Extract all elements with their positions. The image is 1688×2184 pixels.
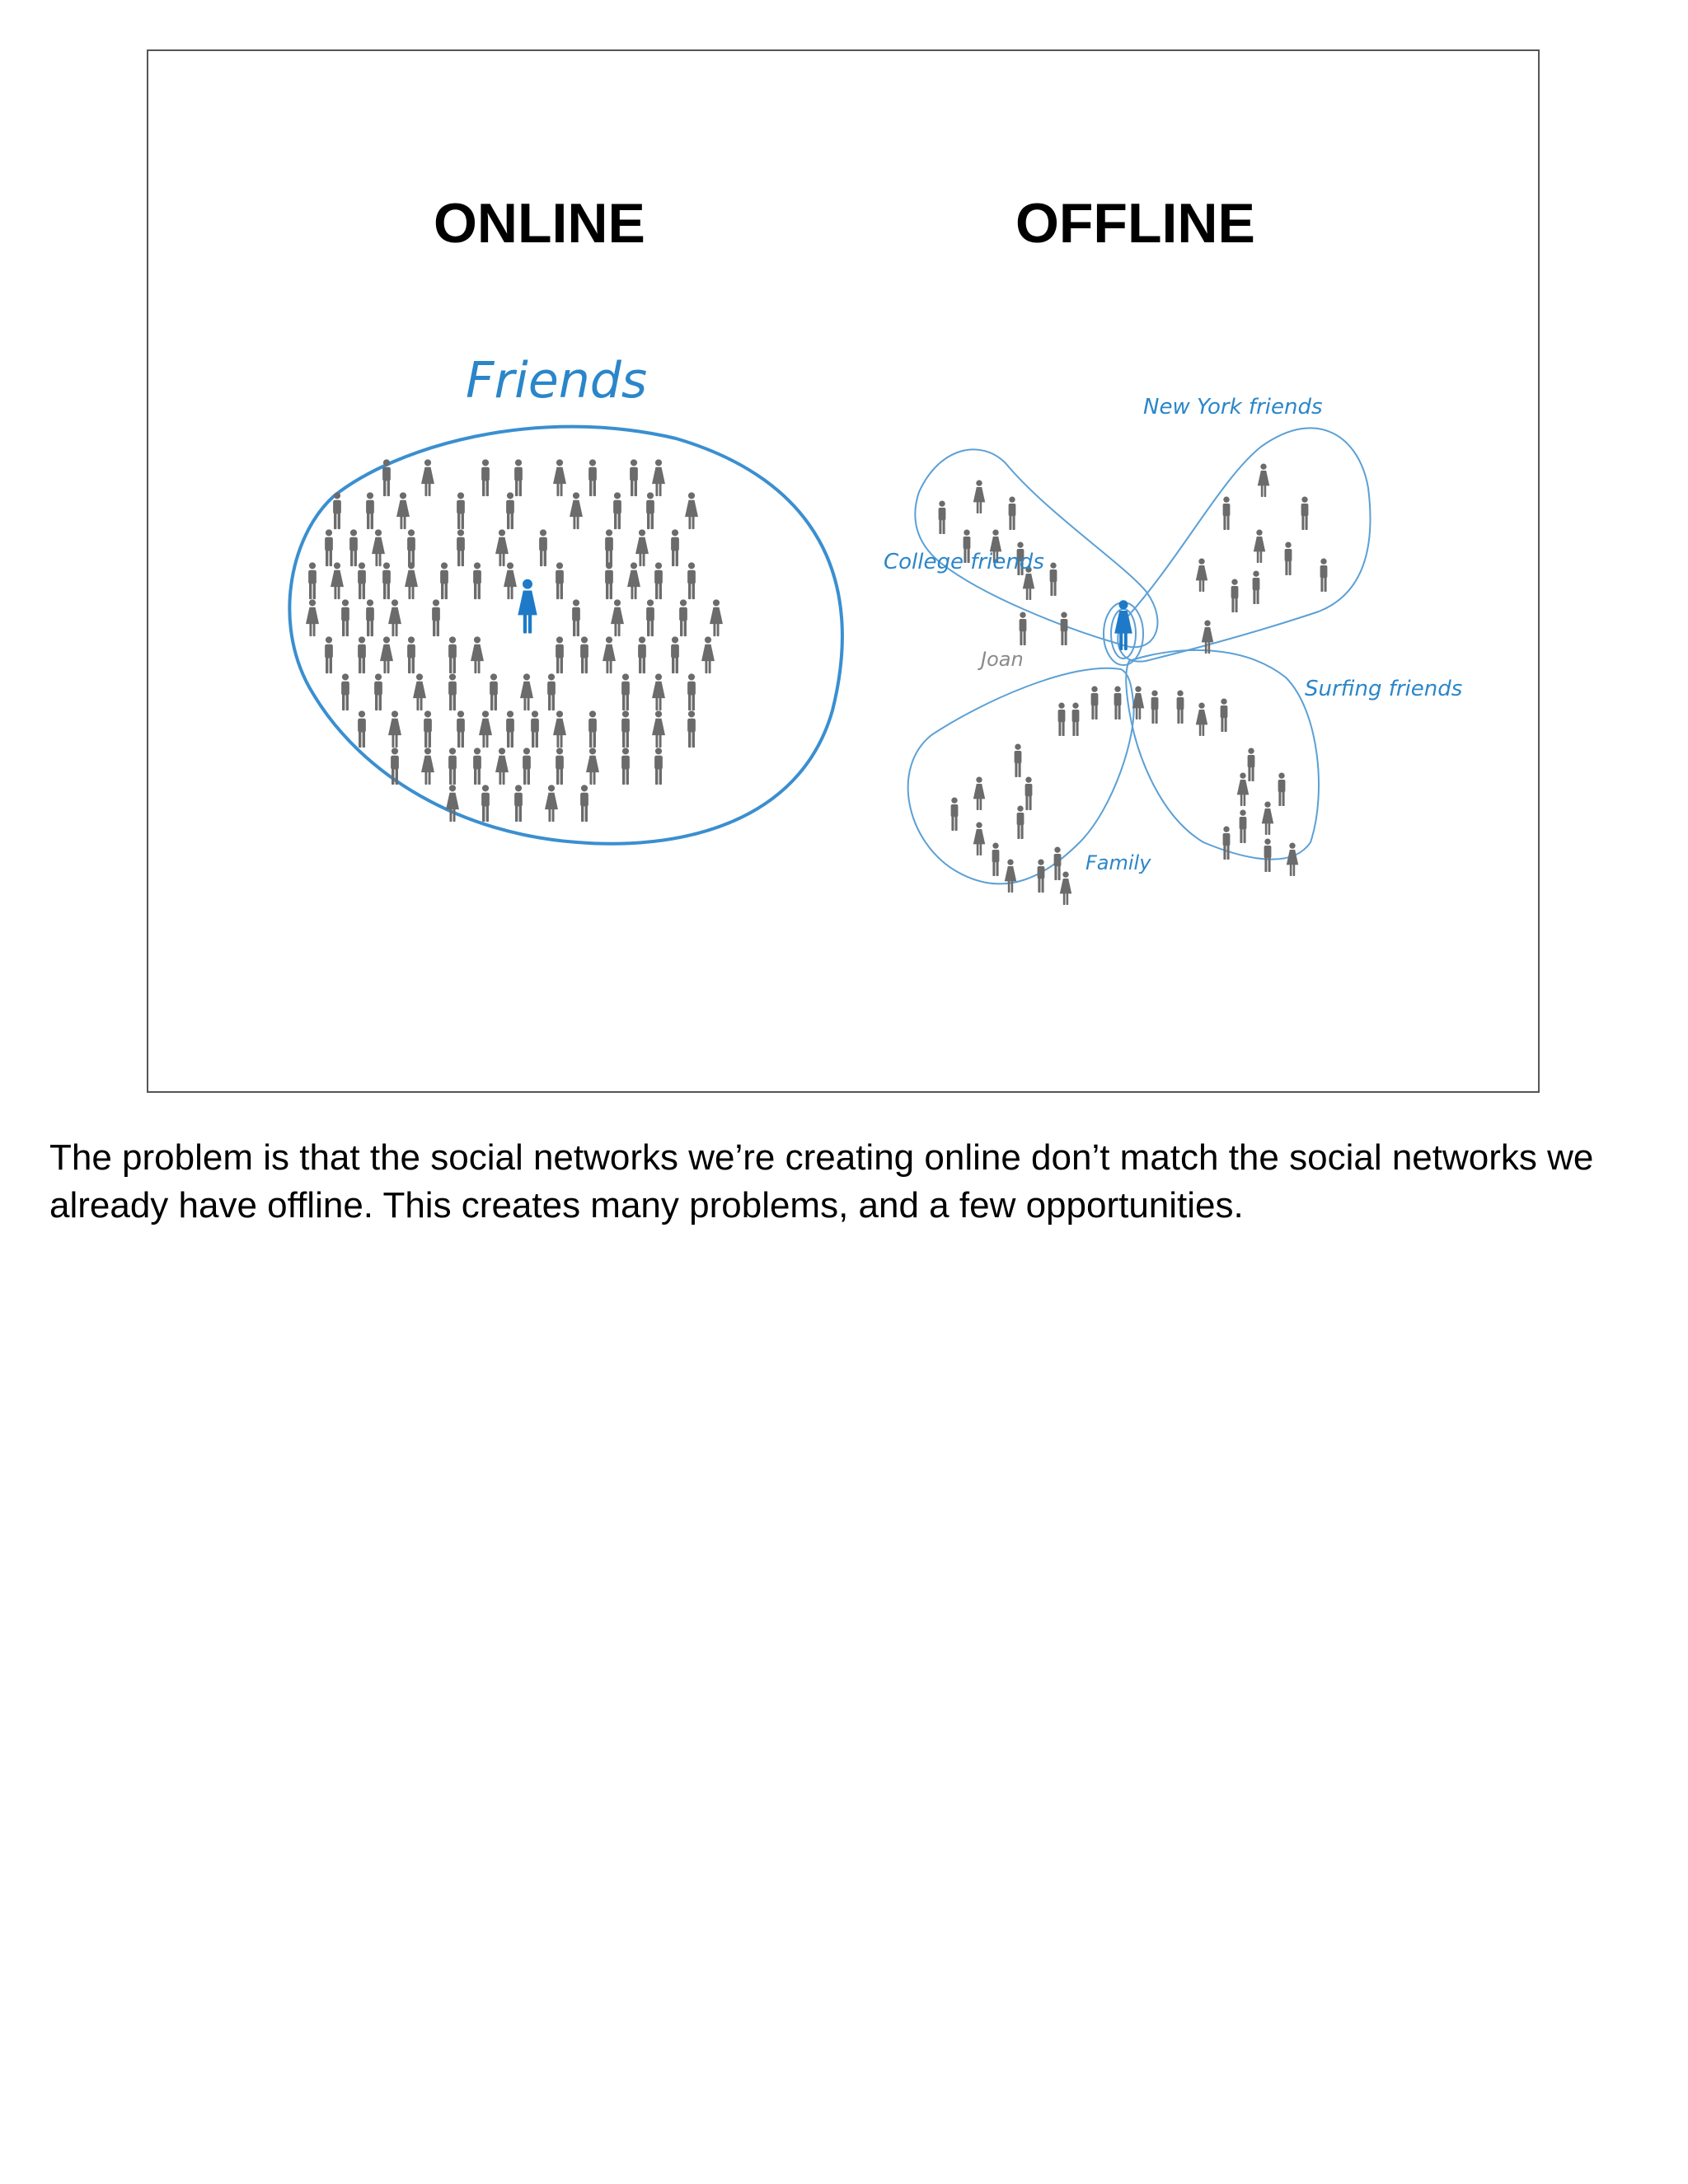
person-figure bbox=[424, 710, 432, 748]
person-figure bbox=[407, 636, 415, 673]
person-figure bbox=[671, 529, 679, 566]
person-figure bbox=[710, 599, 723, 636]
person-figure bbox=[523, 748, 531, 785]
person-figure bbox=[671, 636, 679, 673]
person-figure bbox=[588, 710, 597, 748]
person-figure bbox=[973, 480, 985, 513]
person-figure bbox=[1262, 802, 1273, 835]
person-figure bbox=[405, 562, 418, 599]
offline-heading: OFFLINE bbox=[1015, 192, 1255, 255]
person-figure bbox=[586, 748, 599, 785]
person-figure bbox=[358, 562, 366, 599]
new-york-friends-group bbox=[1118, 428, 1370, 661]
person-figure bbox=[1091, 687, 1099, 719]
surfing-friends-label: Surfing friends bbox=[1305, 677, 1463, 701]
person-figure bbox=[446, 785, 459, 822]
person-figure bbox=[366, 599, 374, 636]
joan-label: Joan bbox=[981, 648, 1024, 671]
person-figure bbox=[687, 710, 696, 748]
person-figure bbox=[413, 673, 426, 710]
person-figure bbox=[308, 562, 316, 599]
person-figure bbox=[1301, 497, 1309, 530]
person-figure bbox=[654, 748, 663, 785]
person-figure bbox=[1254, 530, 1265, 563]
person-figure bbox=[1278, 773, 1286, 806]
person-figure bbox=[1223, 497, 1231, 530]
person-figure bbox=[621, 710, 630, 748]
person-figure bbox=[1009, 497, 1016, 530]
surfing-friends-group bbox=[1126, 650, 1319, 860]
person-figure bbox=[1202, 621, 1213, 654]
person-figure bbox=[701, 636, 715, 673]
person-figure bbox=[349, 529, 358, 566]
person-figure bbox=[457, 710, 465, 748]
person-figure bbox=[1248, 748, 1255, 781]
person-figure bbox=[457, 492, 465, 529]
person-figure bbox=[1285, 542, 1292, 575]
person-figure bbox=[553, 710, 566, 748]
person-figure bbox=[331, 562, 344, 599]
online-heading: ONLINE bbox=[434, 192, 645, 255]
family-label: Family bbox=[1085, 851, 1151, 874]
person-figure bbox=[646, 599, 654, 636]
person-figure bbox=[588, 459, 597, 496]
person-figure bbox=[471, 636, 484, 673]
person-figure bbox=[407, 529, 415, 566]
person-figure bbox=[481, 459, 490, 496]
person-figure bbox=[635, 529, 649, 566]
network-diagram bbox=[148, 51, 1541, 1094]
person-figure bbox=[687, 673, 696, 710]
person-figure bbox=[1061, 612, 1068, 645]
person-figure bbox=[603, 636, 616, 673]
online-crowd bbox=[306, 459, 723, 822]
person-figure bbox=[539, 529, 547, 566]
person-figure bbox=[481, 785, 490, 822]
person-figure bbox=[388, 710, 401, 748]
person-figure bbox=[506, 492, 514, 529]
person-figure bbox=[432, 599, 440, 636]
person-figure bbox=[325, 529, 333, 566]
person-figure bbox=[1114, 687, 1122, 719]
person-figure bbox=[951, 798, 959, 831]
person-figure bbox=[638, 636, 646, 673]
person-figure bbox=[504, 562, 517, 599]
person-figure bbox=[1264, 839, 1272, 872]
person-figure bbox=[611, 599, 624, 636]
person-figure bbox=[448, 748, 457, 785]
user-figure-online bbox=[518, 579, 537, 634]
person-figure bbox=[630, 459, 638, 496]
person-figure bbox=[372, 529, 385, 566]
person-figure bbox=[341, 599, 349, 636]
person-figure bbox=[421, 459, 434, 496]
person-figure bbox=[1287, 843, 1298, 876]
person-figure bbox=[652, 710, 665, 748]
person-figure bbox=[1258, 464, 1269, 497]
person-figure bbox=[448, 673, 457, 710]
person-figure bbox=[572, 599, 580, 636]
person-figure bbox=[556, 748, 564, 785]
slide-caption: The problem is that the social networks we’re creating online don’t match the social networks we already have offline. This creates many problems, and a few opportunities. bbox=[49, 1137, 1594, 1226]
person-figure bbox=[1060, 872, 1071, 905]
person-figure bbox=[388, 599, 401, 636]
person-figure bbox=[1196, 703, 1207, 736]
person-figure bbox=[374, 673, 382, 710]
person-figure bbox=[1231, 579, 1239, 612]
person-figure bbox=[358, 710, 366, 748]
person-figure bbox=[685, 492, 698, 529]
friends-label: Friends bbox=[466, 352, 648, 410]
person-figure bbox=[1005, 860, 1016, 893]
person-figure bbox=[514, 459, 523, 496]
person-figure bbox=[545, 785, 558, 822]
person-figure bbox=[1196, 559, 1207, 592]
person-figure bbox=[939, 501, 946, 534]
person-figure bbox=[1253, 571, 1260, 604]
person-figure bbox=[490, 673, 498, 710]
person-figure bbox=[654, 562, 663, 599]
person-figure bbox=[547, 673, 556, 710]
person-figure bbox=[366, 492, 374, 529]
person-figure bbox=[520, 673, 533, 710]
person-figure bbox=[1050, 563, 1057, 596]
person-figure bbox=[1054, 847, 1062, 880]
person-figure bbox=[652, 459, 665, 496]
person-figure bbox=[495, 529, 509, 566]
person-figure bbox=[621, 748, 630, 785]
person-figure bbox=[556, 636, 564, 673]
person-figure bbox=[687, 562, 696, 599]
person-figure bbox=[1221, 699, 1228, 732]
person-figure bbox=[621, 673, 630, 710]
person-figure bbox=[380, 636, 393, 673]
person-figure bbox=[613, 492, 621, 529]
person-figure bbox=[531, 710, 539, 748]
slide-frame bbox=[147, 49, 1540, 1093]
person-figure bbox=[1177, 691, 1184, 724]
person-figure bbox=[570, 492, 583, 529]
person-figure bbox=[421, 748, 434, 785]
person-figure bbox=[358, 636, 366, 673]
person-figure bbox=[1020, 612, 1027, 645]
person-figure bbox=[1058, 703, 1066, 736]
college-friends-label: College friends bbox=[884, 550, 1044, 574]
new-york-friends-label: New York friends bbox=[1143, 395, 1323, 419]
person-figure bbox=[1038, 860, 1045, 893]
person-figure bbox=[652, 673, 665, 710]
person-figure bbox=[973, 823, 985, 855]
person-figure bbox=[1240, 810, 1247, 843]
person-figure bbox=[553, 459, 566, 496]
person-figure bbox=[306, 599, 319, 636]
person-figure bbox=[605, 562, 613, 599]
person-figure bbox=[1017, 806, 1025, 839]
person-figure bbox=[440, 562, 448, 599]
person-figure bbox=[514, 785, 523, 822]
person-figure bbox=[457, 529, 465, 566]
person-figure bbox=[580, 636, 588, 673]
person-figure bbox=[1151, 691, 1159, 724]
person-figure bbox=[1237, 773, 1249, 806]
person-figure bbox=[580, 785, 588, 822]
person-figure bbox=[506, 710, 514, 748]
person-figure bbox=[556, 562, 564, 599]
person-figure bbox=[448, 636, 457, 673]
person-figure bbox=[495, 748, 509, 785]
person-figure bbox=[992, 843, 1000, 876]
person-figure bbox=[627, 562, 640, 599]
person-figure bbox=[973, 777, 985, 810]
person-figure bbox=[605, 529, 613, 566]
person-figure bbox=[382, 562, 391, 599]
person-figure bbox=[473, 748, 481, 785]
online-network bbox=[289, 352, 842, 844]
person-figure bbox=[1025, 777, 1033, 810]
person-figure bbox=[679, 599, 687, 636]
person-figure bbox=[325, 636, 333, 673]
person-figure bbox=[1320, 559, 1328, 592]
person-figure bbox=[1015, 744, 1022, 777]
person-figure bbox=[479, 710, 492, 748]
person-figure bbox=[1223, 827, 1231, 860]
person-figure bbox=[341, 673, 349, 710]
person-figure bbox=[1072, 703, 1080, 736]
person-figure bbox=[396, 492, 410, 529]
person-figure bbox=[473, 562, 481, 599]
person-figure bbox=[646, 492, 654, 529]
offline-crowd bbox=[939, 464, 1328, 905]
